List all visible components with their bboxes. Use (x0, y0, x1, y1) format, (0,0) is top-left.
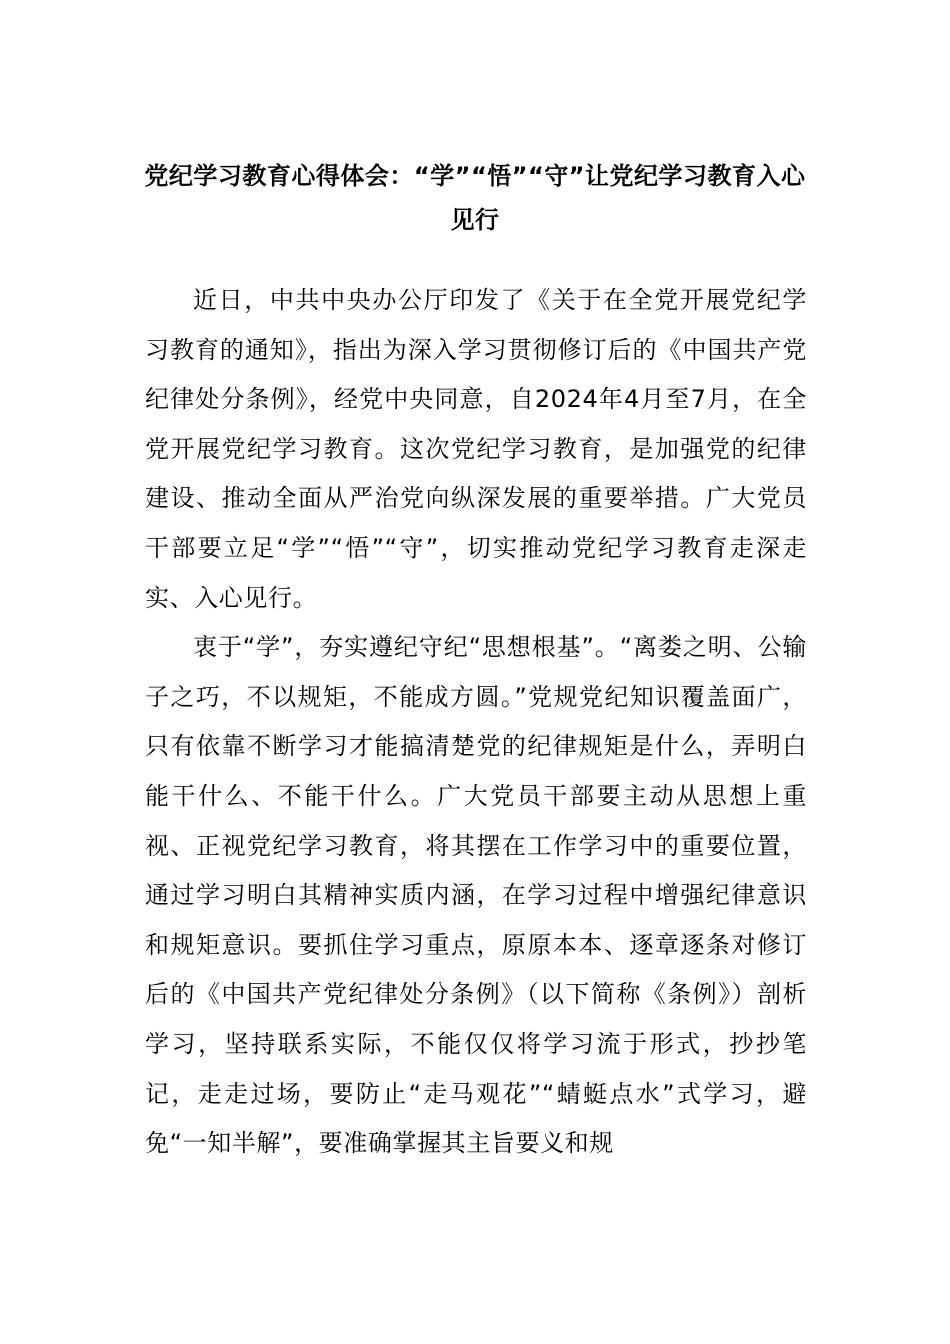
paragraph-1: 近日，中共中央办公厅印发了《关于在全党开展党纪学习教育的通知》，指出为深入学习贯彻修订后的《中国共产党纪律处分条例》，经党中央同意，自2024年4月至7月，在全党开展党纪学习教育。这次党纪学习教育，是加强党的纪律建设、推动全面从严治党向纵深发展的重要举措。广大党员干部要立足“学”“悟”“守”，切实推动党纪学习教育走深走实、入心见行。 (145, 286, 807, 612)
document-title: 党纪学习教育心得体会：“学”“悟”“守”让党纪学习教育入心见行 (144, 162, 806, 234)
document-body (145, 276, 807, 1169)
paragraph-2: 衷于“学”，夯实遵纪守纪“思想根基”。“离娄之明、公输子之巧，不以规矩，不能成方圆。”党规党纪知识覆盖面广，只有依靠不断学习才能搞清楚党的纪律规矩是什么，弄明白能干什么、不能干什么。广大党员干部要主动从思想上重视、正视党纪学习教育，将其摆在工作学习中的重要位置，通过学习明白其精神实质内涵，在学习过程中增强纪律意识和规矩意识。要抓住学习重点，原原本本、逐章逐条对修订后的《中国共产党纪律处分条例》（以下简称《条例》）剖析学习，坚持联系实际，不能仅仅将学习流于形式，抄抄笔记，走走过场，要防止“走马观花”“蜻蜓点水”式学习，避免“一知半解”，要准确掌握其主旨要义和规 (145, 633, 807, 1158)
